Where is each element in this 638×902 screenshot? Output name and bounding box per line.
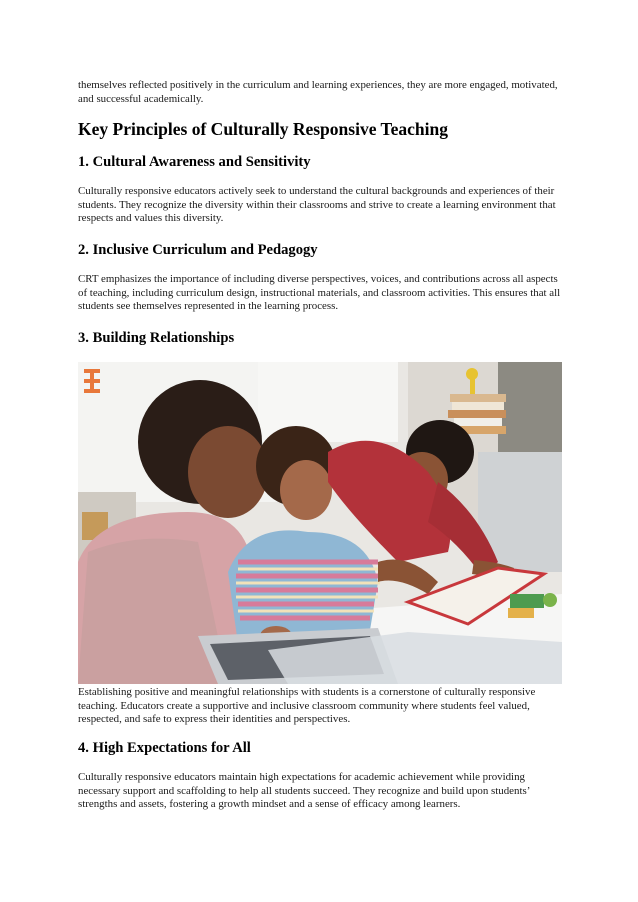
family-reading-photo [78,362,562,684]
section-3-heading: 3. Building Relationships [78,330,235,346]
section-3-body: Establishing positive and meaningful relationships with students is a cornerstone of culturally responsive teaching. Educators create a supportive and inclusive classroom community where students feel valued, respected, and safe to express their identities and perspectives. [78,686,536,726]
main-heading: Key Principles of Culturally Responsive Teaching [78,119,448,139]
section-1-body: Culturally responsive educators actively seek to understand the cultural backgrounds and experiences of their students. They recognize the diversity within their classrooms and strive to create a learning environment that respects and values this diversity. [78,185,556,225]
section-4-heading: 4. High Expectations for All [78,740,251,756]
brand-logo-icon [84,369,100,393]
photo-illustration [78,362,562,684]
section-2-heading: 2. Inclusive Curriculum and Pedagogy [78,242,318,258]
section-2-body: CRT emphasizes the importance of including diverse perspectives, voices, and contributions across all aspects of teaching, including curriculum design, instructional materials, and classroom activities. This ensures that all students see themselves represented in the learning process. [78,273,561,313]
section-4-body: Culturally responsive educators maintain high expectations for academic achievement while providing necessary support and scaffolding to help all students succeed. They recognize and build upon students’ strengths and assets, fostering a growth mindset and a sense of efficacy among learners. [78,771,530,811]
intro-paragraph: themselves reflected positively in the curriculum and learning experiences, they are more engaged, motivated, and successful academically. [78,79,558,105]
section-1-heading: 1. Cultural Awareness and Sensitivity [78,154,311,170]
